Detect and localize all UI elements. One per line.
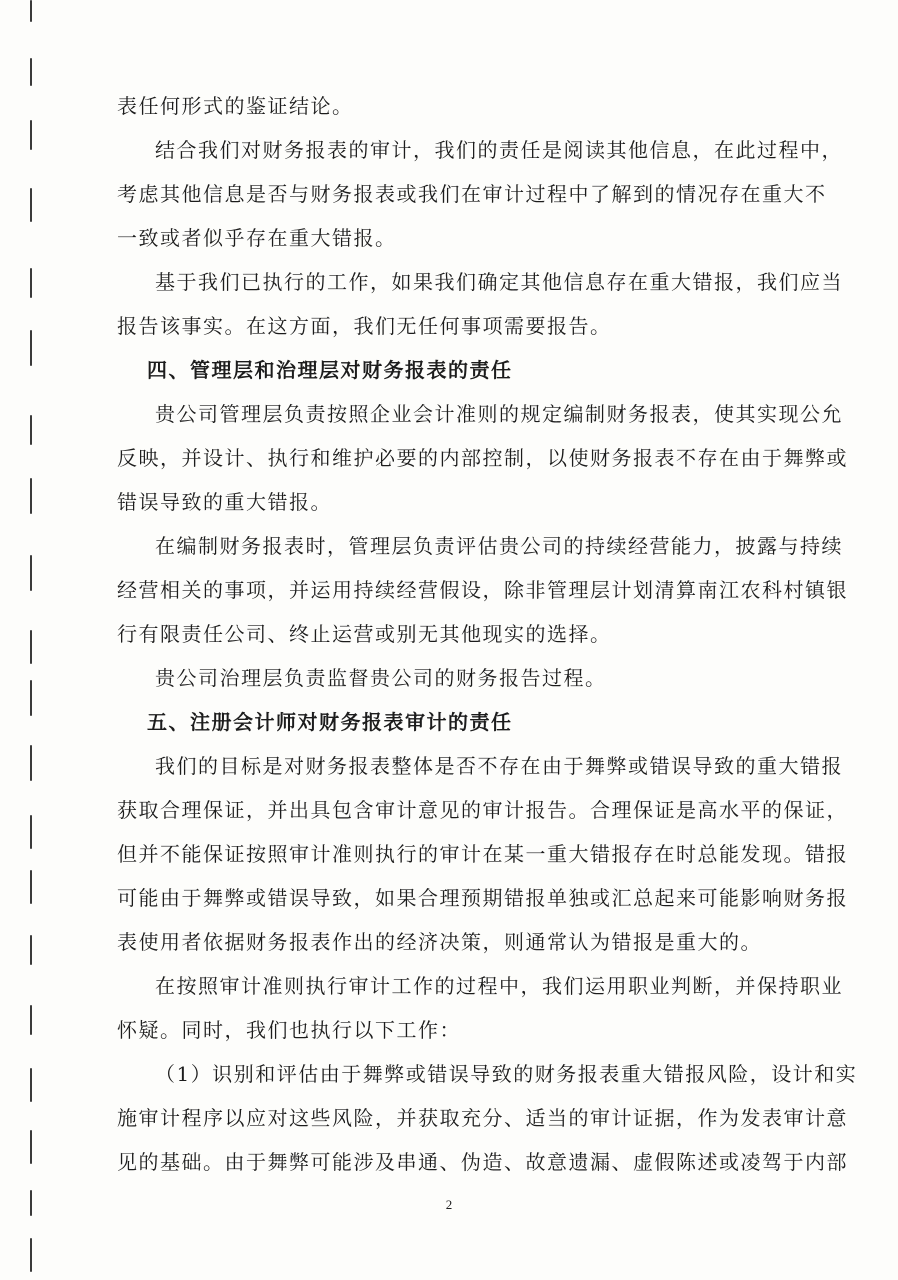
text-line: 表使用者依据财务报表作出的经济决策，则通常认为错报是重大的。 [117,930,762,954]
paragraph-start: 我们的目标是对财务报表整体是否不存在由于舞弊或错误导致的重大错报 [155,754,843,778]
text-line: 一致或者似乎存在重大错报。 [117,226,397,250]
paragraph-start: 贵公司治理层负责监督贵公司的财务报告过程。 [155,666,607,690]
text-line: 反映，并设计、执行和维护必要的内部控制，以使财务报表不存在由于舞弊或 [117,446,848,470]
text-line: 考虑其他信息是否与财务报表或我们在审计过程中了解到的情况存在重大不 [117,182,827,206]
text-line: 错误导致的重大错报。 [117,490,332,514]
text-line: 经营相关的事项，并运用持续经营假设，除非管理层计划清算南江农科村镇银 [117,578,848,602]
text-line: 行有限责任公司、终止运营或别无其他现实的选择。 [117,622,612,646]
list-item-1: （1）识别和评估由于舞弊或错误导致的财务报表重大错报风险，设计和实 [155,1062,858,1086]
paragraph-start: 贵公司管理层负责按照企业会计准则的规定编制财务报表，使其实现公允 [155,402,843,426]
text-line: 报告该事实。在这方面，我们无任何事项需要报告。 [117,314,612,338]
document-page [117,84,857,1184]
text-line: 但并不能保证按照审计准则执行的审计在某一重大错报存在时总能发现。错报 [117,842,848,866]
section-heading-4: 四、管理层和治理层对财务报表的责任 [147,358,513,382]
text-line: 见的基础。由于舞弊可能涉及串通、伪造、故意遗漏、虚假陈述或凌驾于内部 [117,1150,848,1174]
paragraph-start: 结合我们对财务报表的审计，我们的责任是阅读其他信息，在此过程中， [155,138,843,162]
text-line: 表任何形式的鉴证结论。 [117,94,354,118]
text-line: 施审计程序以应对这些风险，并获取充分、适当的审计证据，作为发表审计意 [117,1106,848,1130]
paragraph-start: 基于我们已执行的工作，如果我们确定其他信息存在重大错报，我们应当 [155,270,843,294]
binding-edge-marks [0,0,40,1280]
paragraph-start: 在按照审计准则执行审计工作的过程中，我们运用职业判断，并保持职业 [155,974,843,998]
text-line: 获取合理保证，并出具包含审计意见的审计报告。合理保证是高水平的保证， [117,798,848,822]
text-line: 怀疑。同时，我们也执行以下工作： [117,1018,461,1042]
text-line: 可能由于舞弊或错误导致，如果合理预期错报单独或汇总起来可能影响财务报 [117,886,848,910]
page-number: 2 [445,1197,453,1212]
section-heading-5: 五、注册会计师对财务报表审计的责任 [147,710,513,734]
paragraph-start: 在编制财务报表时，管理层负责评估贵公司的持续经营能力，披露与持续 [155,534,843,558]
